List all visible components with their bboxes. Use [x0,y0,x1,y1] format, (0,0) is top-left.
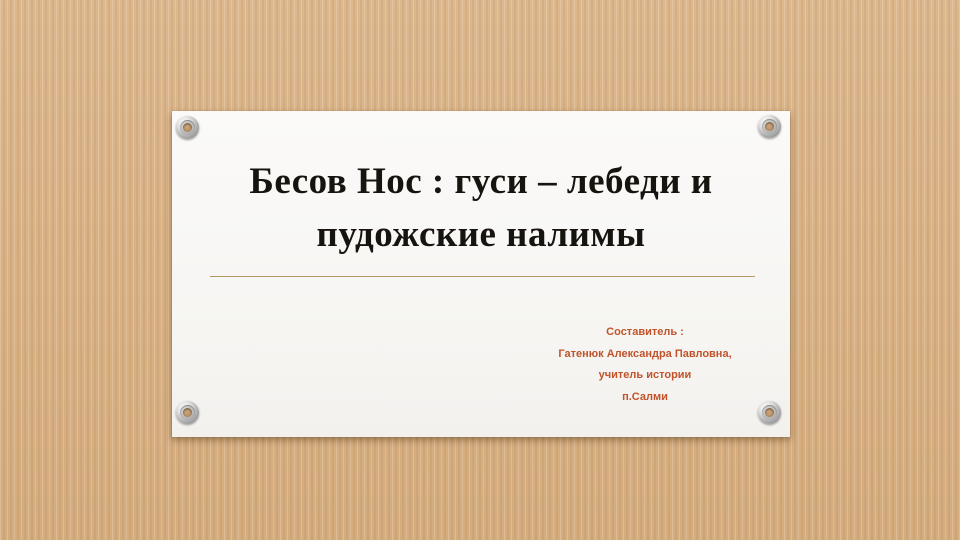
author-name: Гатенюк Александра Павловна, [558,347,732,360]
grommet-icon [176,116,199,139]
author-profession: учитель истории [598,369,692,381]
grommet-icon [758,115,781,138]
author-location: п.Салми [622,390,668,403]
author-role-label: Составитель : [606,326,684,338]
author-block [495,322,795,408]
slide-card [172,111,790,437]
slide-title [172,155,790,261]
slide-title-line: пудожские налимы [316,214,646,255]
title-divider [210,276,755,277]
slide-title-line: Бесов Нос : гуси – лебеди и [249,161,713,202]
grommet-icon [176,401,199,424]
